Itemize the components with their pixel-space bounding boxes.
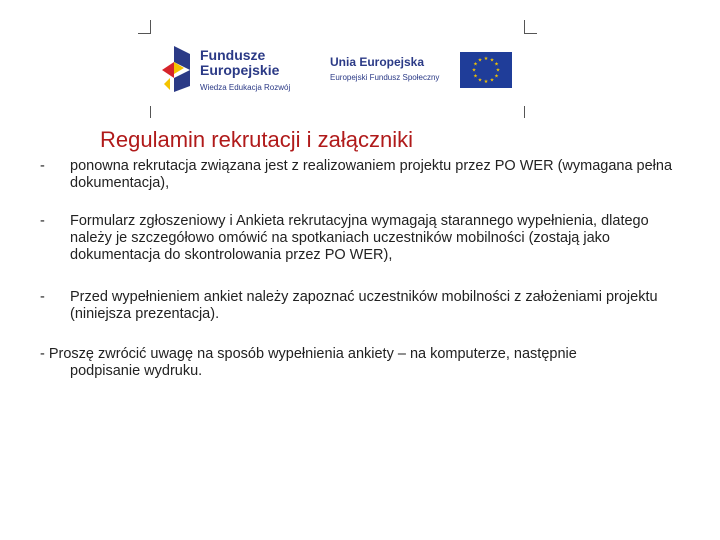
crop-mark	[138, 33, 150, 34]
crop-mark	[525, 33, 537, 34]
list-item-last	[40, 346, 680, 380]
svg-text:★: ★	[494, 61, 499, 68]
svg-text:★: ★	[489, 77, 495, 84]
page-title: Regulamin rekrutacji i załączniki	[100, 127, 414, 152]
bullet-dash: -	[40, 289, 45, 305]
item-text: Przed wypełnieniem ankiet należy zapoznać uczestników mobilności z założeniami projektu (niniejsza prezentacja).	[70, 289, 658, 322]
svg-text:★: ★	[473, 61, 478, 68]
last-item-line2: podpisanie wydruku.	[70, 363, 203, 379]
eu-line2: Europejski Fundusz Społeczny	[330, 73, 440, 82]
svg-text:★: ★	[489, 57, 495, 64]
svg-text:★: ★	[483, 79, 489, 85]
fundusze-line1: Fundusze	[200, 47, 266, 63]
fundusze-star-icon	[160, 44, 196, 94]
eu-line1: Unia Europejska	[330, 55, 425, 69]
fundusze-line2: Europejskie	[200, 62, 280, 78]
unia-europejska-logo	[330, 52, 520, 92]
svg-text:★: ★	[495, 67, 501, 74]
fundusze-europejskie-logo	[160, 44, 300, 96]
svg-text:★: ★	[473, 73, 478, 80]
item-text: Formularz zgłoszeniowy i Ankieta rekrutacyjna wymagają starannego wypełnienia, dlatego należy je szczegółowo omówić na spotkaniach uczestników mobilności (zostają jako dokumentacja do skontrolowania przez PO WER),	[70, 213, 649, 263]
svg-text:★: ★	[471, 67, 477, 74]
last-item-line1: - Proszę zwrócić uwagę na sposób wypełnienia ankiety – na komputerze, następnie	[40, 346, 577, 362]
bullet-dash: -	[40, 158, 45, 174]
item-text: ponowna rekrutacja związana jest z realizowaniem projektu przez PO WER (wymagana pełna dokumentacja),	[70, 158, 673, 191]
crop-mark	[150, 106, 151, 118]
svg-text:★: ★	[477, 77, 483, 84]
eu-flag-icon	[460, 52, 512, 88]
fundusze-line3: Wiedza Edukacja Rozwój	[200, 83, 291, 92]
crop-mark	[150, 20, 151, 34]
bullet-dash: -	[40, 213, 45, 229]
svg-text:★: ★	[494, 73, 499, 80]
svg-text:★: ★	[477, 57, 483, 64]
svg-text:★: ★	[483, 56, 489, 62]
crop-mark	[524, 20, 525, 34]
crop-mark	[524, 106, 525, 118]
